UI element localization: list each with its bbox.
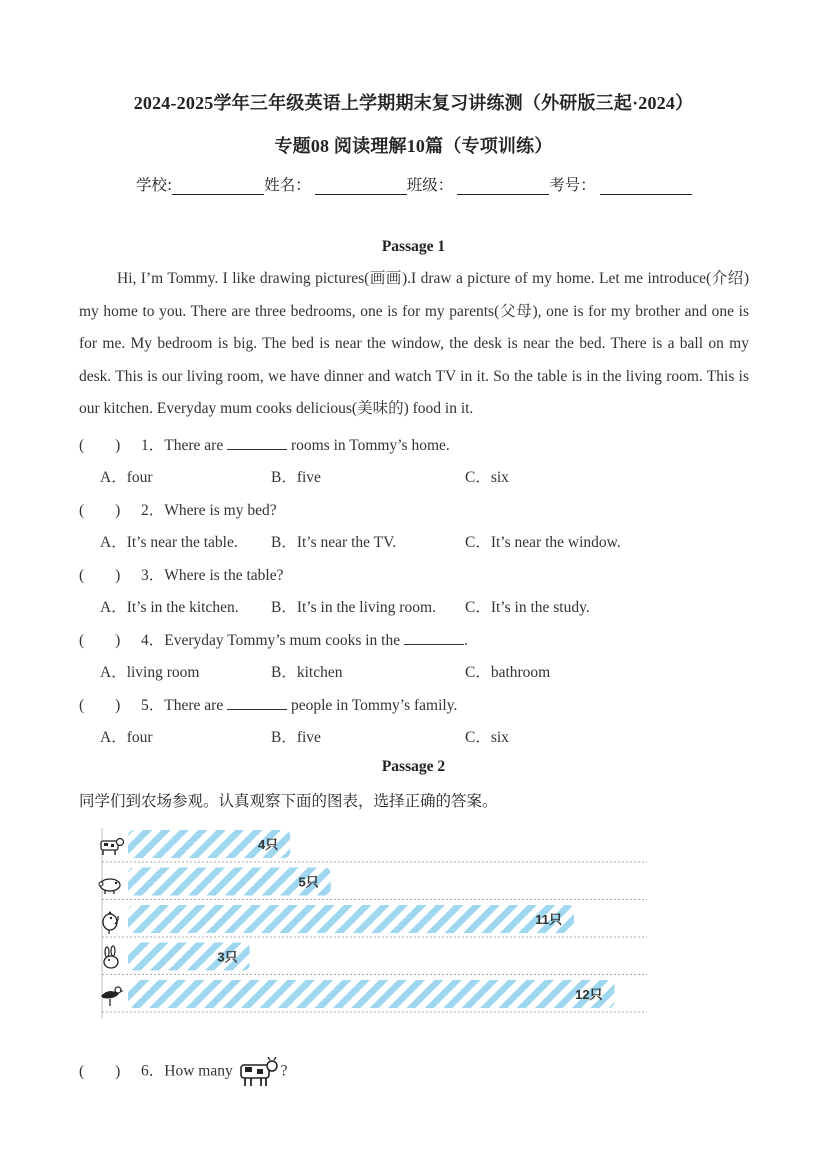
question-text-end: rooms in Tommy’s home. [290,437,450,454]
bar-duck [128,980,615,1008]
answer-paren[interactable]: ( ) [79,437,121,454]
option-c[interactable]: C．six [465,729,509,746]
question-1 [79,433,450,455]
option-b[interactable]: B．It’s near the TV. [271,534,397,551]
name-label: 姓名： [264,176,311,194]
answer-paren[interactable]: ( ) [79,502,121,519]
question-text: Everyday Tommy’s mum cooks in the [164,632,401,649]
bar-label-duck: 12只 [575,987,603,1002]
answer-blank[interactable] [404,630,464,645]
passage1-text [79,263,749,426]
option-a[interactable]: A．four [100,469,153,486]
question-5 [79,693,457,715]
question-text-end: ? [280,1062,288,1080]
question-text: Where is my bed? [164,502,277,519]
option-c[interactable]: C．bathroom [465,664,551,681]
option-a[interactable]: A．It’s near the table. [100,534,238,551]
duck-icon [101,987,124,1006]
rabbit-icon [104,946,118,968]
passage2-title: Passage 2 [381,758,446,775]
bar-chicken [128,905,574,933]
question-number: 3． [141,567,165,584]
option-c[interactable]: C．six [465,469,509,486]
option-c[interactable]: C．It’s near the window. [465,534,621,551]
question-6 [79,1057,287,1087]
answer-paren[interactable]: ( ) [79,1062,121,1080]
cow-icon [101,839,124,856]
chart-icons [99,839,124,1007]
bar-label-chicken: 11只 [535,912,563,927]
question-text-end: . [463,632,468,649]
passage1-title: Passage 1 [381,238,446,255]
answer-blank[interactable] [227,695,287,710]
option-b[interactable]: B．five [271,469,321,486]
option-a[interactable]: A．four [100,729,153,746]
question-number: 4． [141,632,165,649]
question-text: There are [164,697,224,714]
school-label: 学校: [136,176,173,194]
option-a[interactable]: A．living room [100,664,200,681]
chicken-icon [103,911,118,934]
passage1-body: Hi, I’m Tommy. I like drawing pictures(画画).I draw a picture of my home. Let me introduce(介绍) my home to you. There are three bedrooms, one is for my parents(父母), one is for my brother and one is for me. My bedroom is big. The bed is near the window, the desk is near the bed. There is a ball on my desk. This is our living room, we have dinner and watch TV in it. So the table is in the living room. This is our kitchen. Everyday mum cooks delicious(美味的) food in it. [79,270,749,418]
question-number: 2． [141,502,165,519]
bar-label-rabbit: 3只 [217,949,238,965]
question-2 [79,498,277,520]
page-subtitle: 专题08 阅读理解10篇（专项训练） [274,136,553,156]
option-a[interactable]: A．It’s in the kitchen. [100,599,239,616]
question-number: 5． [141,697,165,714]
answer-paren[interactable]: ( ) [79,632,121,649]
class-label: 班级： [406,176,454,194]
student-info-line [136,173,692,195]
question-text: Where is the table? [164,567,284,584]
animal-count-chart [92,826,652,1021]
option-c[interactable]: C．It’s in the study. [465,599,590,616]
question-4 [79,628,468,650]
option-b[interactable]: B．It’s in the living room. [271,599,436,616]
question-number: 1． [141,437,165,454]
question-text-end: people in Tommy’s family. [290,697,458,714]
page-title: 2024-2025学年三年级英语上学期期末复习讲练测（外研版三起·2024） [133,93,694,113]
option-b[interactable]: B．kitchen [271,664,343,681]
exam-no-blank[interactable] [600,177,692,195]
answer-blank[interactable] [227,435,287,450]
school-blank[interactable] [172,177,264,195]
answer-paren[interactable]: ( ) [79,567,121,584]
bar-label-cow: 4只 [257,837,279,852]
option-b[interactable]: B．five [271,729,321,746]
exam-no-label: 考号： [549,176,596,194]
question-text: How many [164,1062,233,1080]
question-3 [79,563,283,585]
bar-label-pig: 5只 [298,874,319,890]
class-blank[interactable] [457,177,549,195]
cow-icon [237,1057,281,1087]
answer-paren[interactable]: ( ) [79,697,121,714]
question-text: There are [164,437,224,454]
passage2-instruction: 同学们到农场参观。认真观察下面的图表，选择正确的答案。 [79,792,498,810]
name-blank[interactable] [315,177,407,195]
question-number: 6． [141,1062,165,1080]
